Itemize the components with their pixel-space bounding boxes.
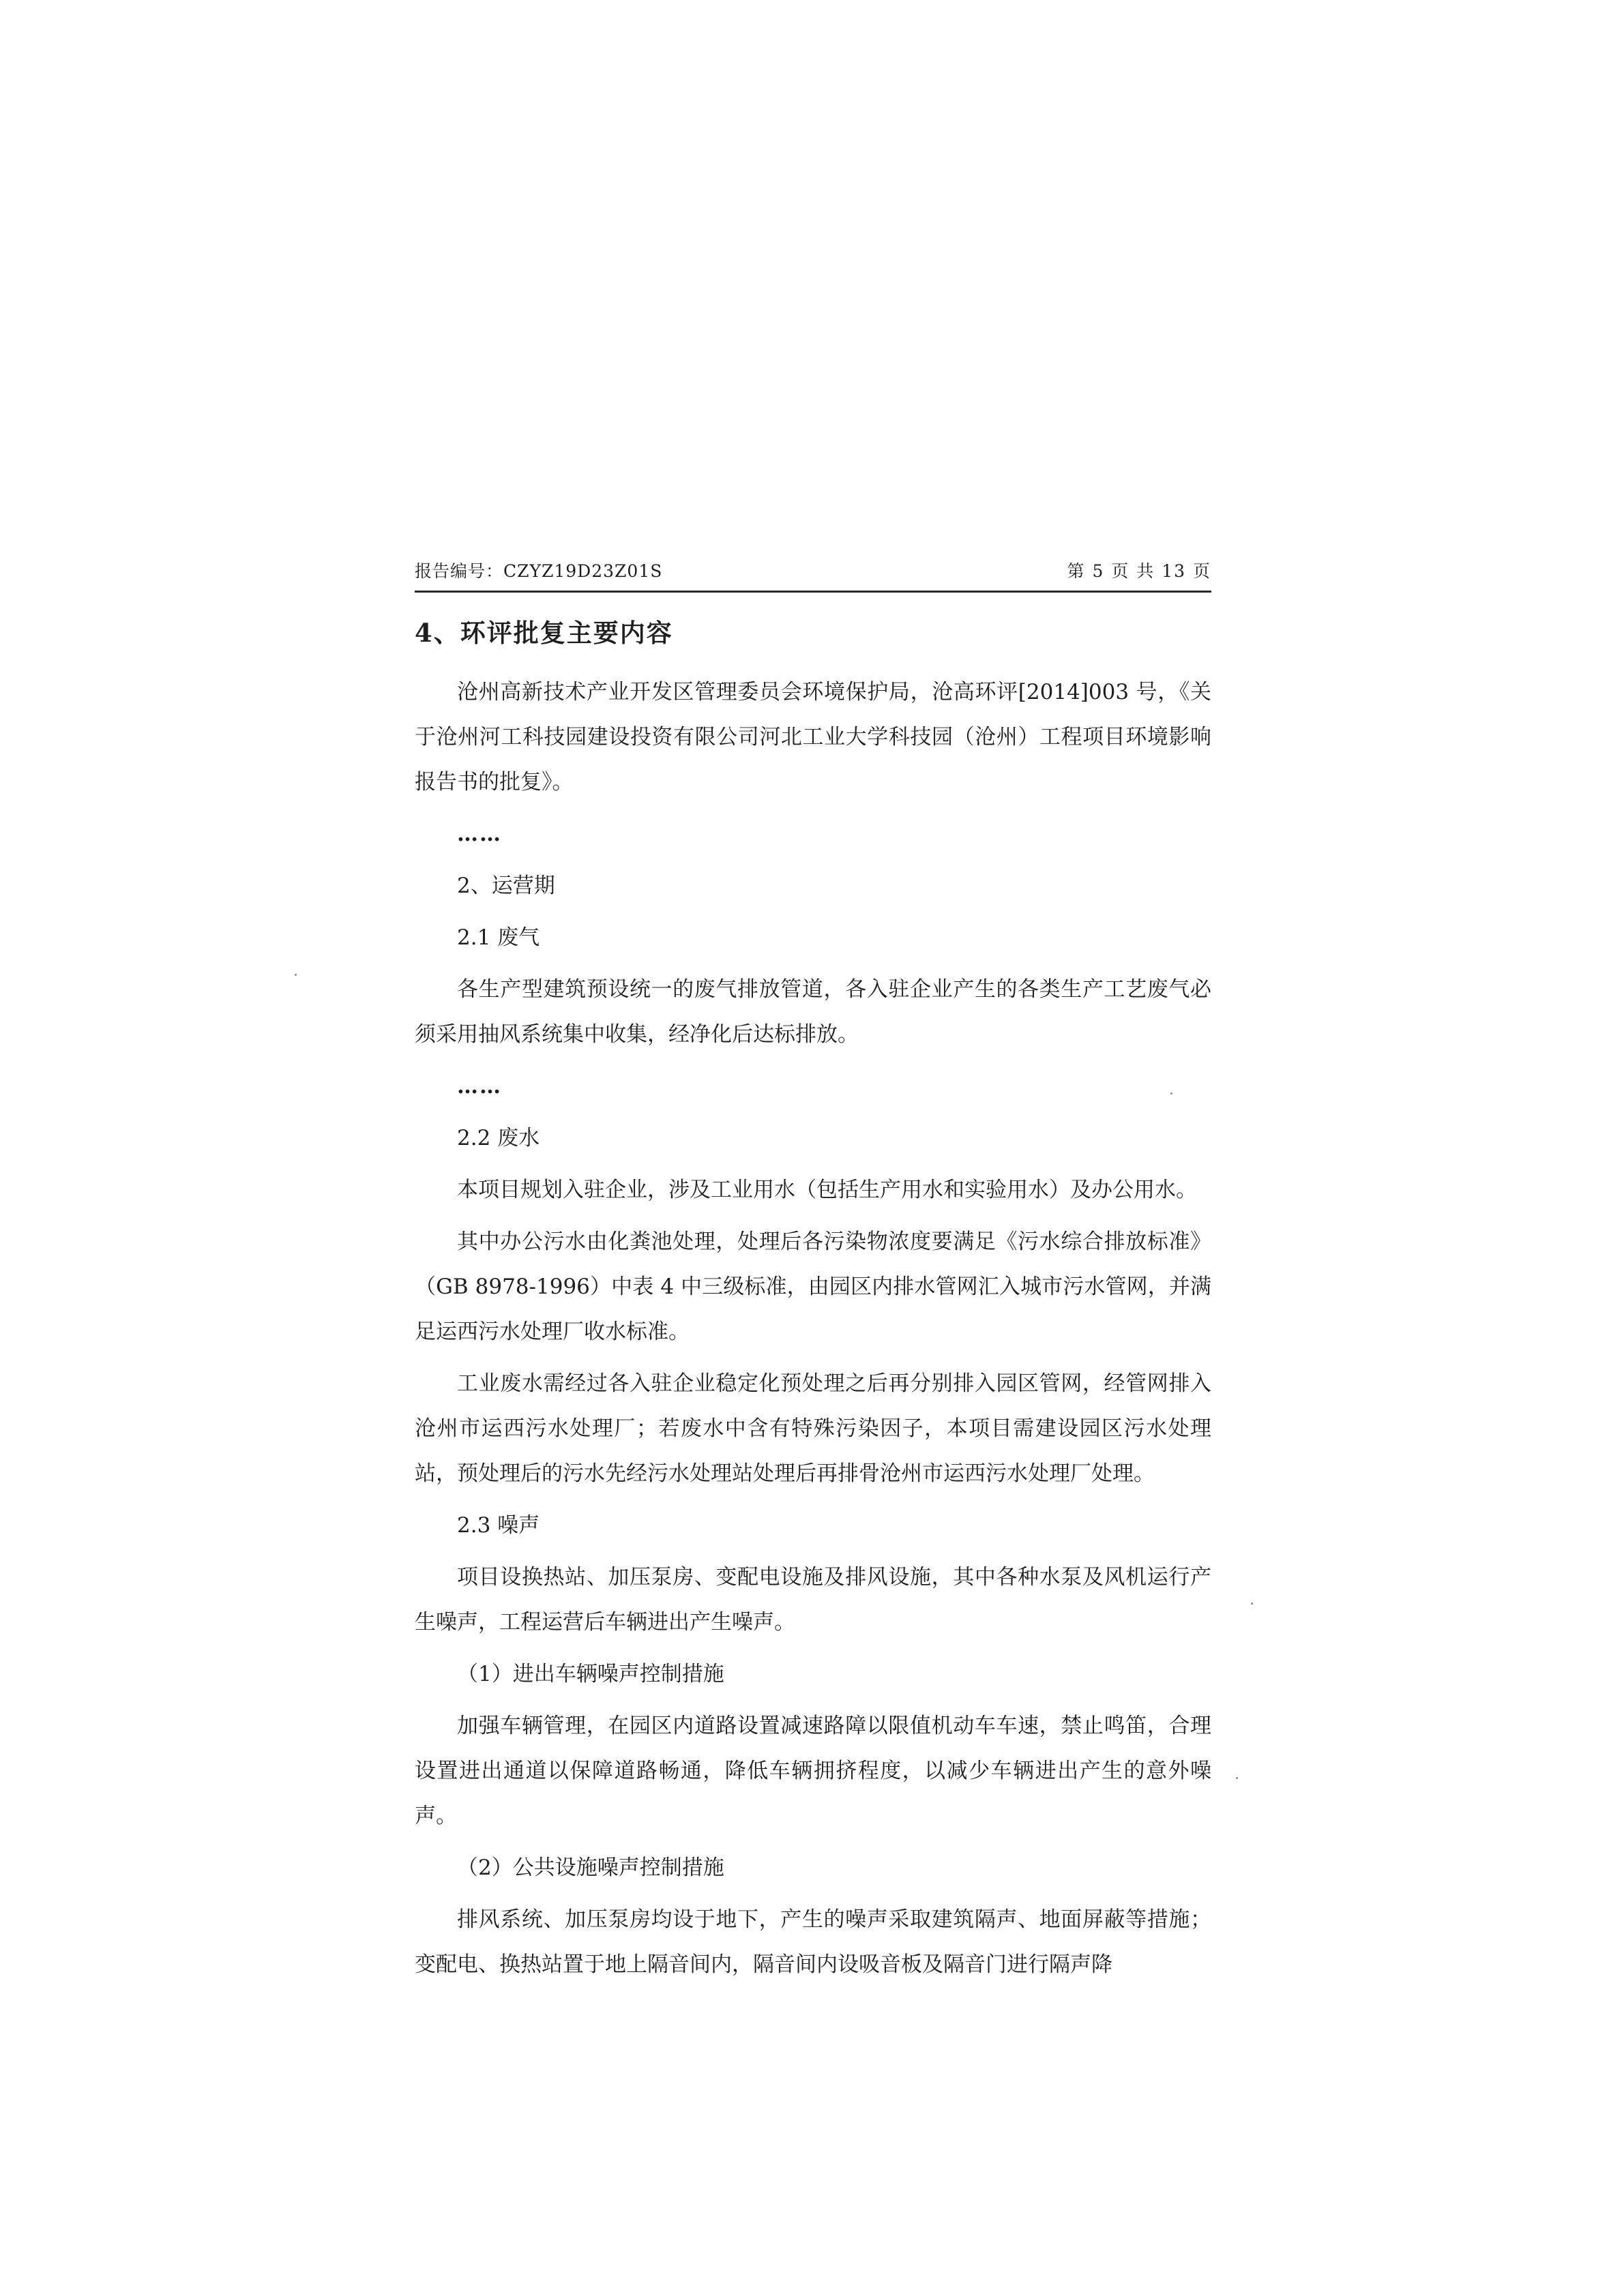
water-paragraph-3: 工业废水需经过各入驻企业稳定化预处理之后再分别排入园区管网，经管网排入沧州市运西污水处理厂；若废水中含有特殊污染因子，本项目需建设园区污水处理站，预处理后的污水先经污水处理站处理后再排骨沧州市运西污水处理厂处理。	[415, 1371, 1211, 1486]
document-body	[415, 619, 1211, 1994]
noise-paragraph: 项目设换热站、加压泵房、变配电设施及排风设施，其中各种水泵及风机运行产生噪声，工程运营后车辆进出产生噪声。	[415, 1565, 1211, 1635]
scan-speck	[1236, 1777, 1238, 1779]
noise-heading: 2.3 噪声	[457, 1513, 540, 1538]
report-number: 报告编号：CZYZ19D23Z01S	[415, 561, 663, 581]
section-title: 4、环评批复主要内容	[415, 618, 673, 648]
gas-heading: 2.1 废气	[457, 925, 540, 950]
water-heading: 2.2 废水	[457, 1126, 540, 1150]
page-indicator: 第 5 页 共 13 页	[1067, 561, 1211, 581]
vehicle-noise-paragraph: 加强车辆管理，在园区内道路设置减速路障以限值机动车车速，禁止鸣笛，合理设置进出通道以保障道路畅通，降低车辆拥挤程度，以减少车辆进出产生的意外噪声。	[415, 1714, 1211, 1828]
water-paragraph-2: 其中办公污水由化粪池处理，处理后各污染物浓度要满足《污水综合排放标准》（GB 8978-1996）中表 4 中三级标准，由园区内排水管网汇入城市污水管网，并满足运西污水处理厂收水标准。	[415, 1229, 1211, 1344]
scan-speck	[1170, 1092, 1172, 1094]
scan-speck	[295, 974, 297, 976]
public-noise-paragraph: 排风系统、加压泵房均设于地下，产生的噪声采取建筑隔声、地面屏蔽等措施；变配电、换热站置于地上隔音间内，隔音间内设吸音板及隔音门进行隔声降	[415, 1907, 1211, 1977]
water-paragraph-1: 本项目规划入驻企业，涉及工业用水（包括生产用水和实验用水）及办公用水。	[457, 1178, 1197, 1202]
intro-paragraph: 沧州高新技术产业开发区管理委员会环境保护局，沧高环评[2014]003 号，《关于沧州河工科技园建设投资有限公司河北工业大学科技园（沧州）工程项目环境影响报告书的批复》。	[415, 680, 1211, 794]
page-header	[415, 555, 1211, 593]
scan-speck	[1251, 1602, 1253, 1605]
vehicle-noise-heading: （1）进出车辆噪声控制措施	[457, 1662, 724, 1686]
ellipsis-1: ……	[457, 822, 502, 846]
ellipsis-2: ……	[457, 1074, 502, 1099]
operation-heading: 2、运营期	[457, 874, 555, 898]
gas-paragraph: 各生产型建筑预设统一的废气排放管道，各入驻企业产生的各类生产工艺废气必须采用抽风系统集中收集，经净化后达标排放。	[415, 977, 1211, 1047]
public-noise-heading: （2）公共设施噪声控制措施	[457, 1855, 724, 1880]
